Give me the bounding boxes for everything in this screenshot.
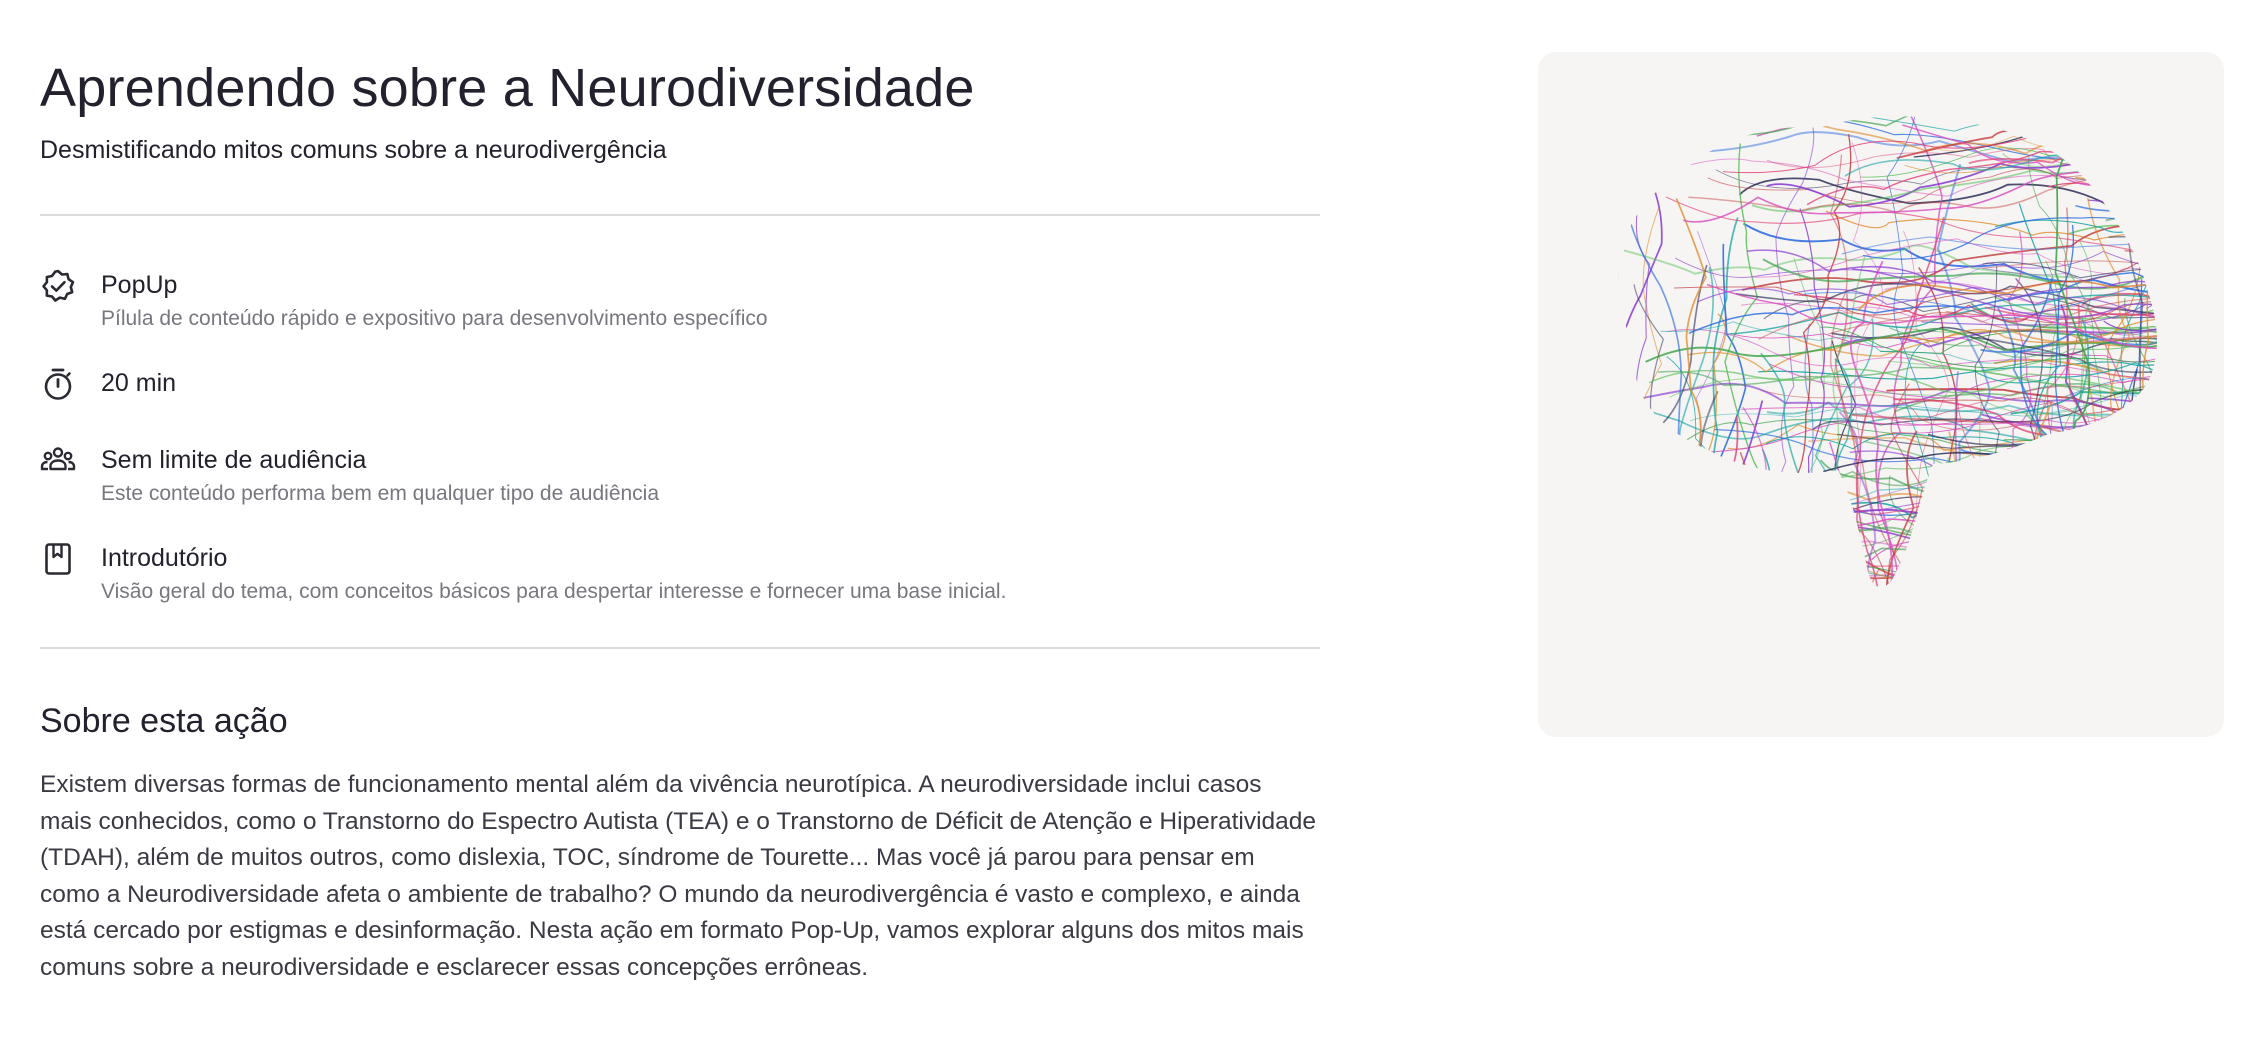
brain-strand: [1763, 524, 1799, 737]
brain-strand: [1709, 538, 2167, 580]
brain-strand: [1912, 501, 1995, 737]
feature-text: [101, 541, 1006, 607]
brain-strand: [1948, 494, 2224, 566]
brain-strand: [2127, 523, 2224, 560]
brain-strand: [1880, 431, 1921, 737]
brain-strand: [1819, 528, 1850, 737]
brain-strand: [1697, 496, 2224, 528]
brain-strand: [2036, 606, 2224, 687]
brain-strand: [2105, 539, 2224, 597]
brain-strand: [1994, 459, 2224, 502]
brain-strand: [2173, 483, 2218, 738]
brain-strand: [1872, 529, 2224, 564]
brain-strand: [2002, 117, 2224, 144]
brain-strand: [1600, 609, 1656, 737]
brain-strand: [2146, 325, 2224, 374]
brain-strand: [1620, 610, 1654, 737]
brain-strand: [1676, 198, 1729, 601]
brain-strand: [1624, 246, 2077, 278]
brain-strand: [1563, 177, 1619, 663]
brain-strand: [2160, 379, 2224, 434]
brain-strand: [1657, 463, 2210, 531]
brain-strand: [1927, 519, 2001, 737]
brain-strand: [1863, 555, 2224, 599]
brain-strand: [1673, 519, 2224, 553]
brain-strand: [2146, 545, 2225, 583]
brain-strand: [2076, 134, 2225, 185]
brain-strand: [1605, 344, 1670, 737]
feature-title: Introdutório: [101, 544, 228, 572]
brain-strand: [2067, 517, 2224, 565]
brain-strand: [1711, 417, 1746, 738]
brain-strand: [2009, 509, 2076, 737]
brain-strand: [1701, 391, 1767, 737]
brain-strand: [2135, 111, 2224, 136]
brain-strand: [1944, 467, 2000, 737]
brain-strand: [2109, 208, 2225, 257]
brain-strand: [1842, 201, 2224, 254]
brain-strand: [2039, 480, 2224, 548]
brain-strand: [2176, 256, 2224, 301]
brain-strand: [2098, 471, 2224, 547]
timer-icon: [40, 366, 76, 402]
brain-strand: [2069, 112, 2225, 135]
brain-strand: [1794, 258, 1864, 735]
brain-strand: [1657, 522, 1705, 737]
brain-strand: [1605, 280, 1660, 737]
brain-strand: [1983, 406, 2052, 737]
brain-strand: [1590, 208, 1662, 678]
brain-strand: [1545, 328, 1613, 737]
brain-strand: [2067, 85, 2224, 128]
brain-strand: [2167, 213, 2195, 603]
brain-strand: [1616, 474, 1736, 738]
brain-strand: [1953, 475, 2225, 507]
brain-strand: [1812, 568, 1890, 737]
brain-strand: [1596, 162, 1641, 665]
brain-strand: [1725, 143, 1808, 634]
brain-strand: [1763, 259, 2224, 289]
feature-level: [40, 541, 1320, 611]
feature-list: [40, 216, 1320, 647]
feature-duration: [40, 366, 1320, 443]
feature-title: Sem limite de audiência: [101, 446, 367, 474]
brain-strand: [1961, 95, 2224, 116]
brain-strand: [1722, 485, 2173, 526]
brain-strand: [2131, 529, 2224, 605]
brain-strand: [2088, 200, 2224, 226]
brain-strand: [1988, 551, 2035, 737]
brain-strand: [1902, 125, 2224, 189]
brain-strand: [1944, 432, 1971, 738]
brain-strand: [1840, 97, 2224, 139]
brain-strand: [2146, 268, 2224, 309]
brain-strand: [2029, 86, 2224, 143]
brain-strand: [1845, 580, 2224, 637]
media-card: [1538, 52, 2224, 737]
bookmark-icon: [40, 541, 76, 577]
brain-strand: [2048, 143, 2224, 199]
brain-strand: [2108, 538, 2224, 598]
brain-strand: [2099, 186, 2224, 210]
brain-strand: [1933, 569, 2224, 608]
brain-strand: [2150, 430, 2224, 466]
feature-description: Este conteúdo performa bem em qualquer tipo de audiência: [101, 482, 660, 505]
brain-strand: [1927, 534, 2224, 601]
feature-description: Visão geral do tema, com conceitos básicos para despertar interesse e fornecer uma base inicial.: [101, 580, 1007, 603]
brain-strand: [2049, 599, 2113, 737]
brain-strand: [2110, 576, 2168, 737]
brain-strand: [2123, 126, 2224, 161]
feature-text: [101, 443, 659, 509]
brain-strand: [2117, 254, 2152, 720]
brain-strand: [2164, 539, 2224, 586]
brain-strand: [1921, 583, 1984, 737]
brain-strand: [2145, 537, 2224, 582]
brain-strand: [1761, 353, 1822, 737]
brain-strand: [1697, 96, 2213, 135]
brain-strand: [1628, 556, 2201, 599]
brain-strand: [2098, 547, 2224, 610]
brain-strand: [1648, 509, 2224, 563]
brain-strand: [1966, 535, 2224, 580]
brain-strand: [1622, 519, 2220, 571]
brain-strand: [2158, 546, 2224, 608]
feature-text: [101, 366, 176, 400]
feature-title: PopUp: [101, 271, 178, 299]
brain-strand: [1855, 542, 2224, 590]
content-column: [40, 50, 1320, 986]
brain-strand: [1826, 211, 2224, 253]
group-icon: [40, 443, 76, 479]
brain-strand: [2098, 584, 2224, 611]
brain-strand: [1697, 452, 1751, 737]
brain-strand: [2135, 500, 2210, 737]
colorful-brain-illustration: [1538, 52, 2224, 737]
brain-strand: [2061, 164, 2224, 209]
brain-strand: [1767, 133, 2224, 167]
brain-strand: [2098, 378, 2224, 450]
brain-strand: [2170, 193, 2224, 215]
page-title: Aprendendo sobre a Neurodiversidade: [40, 58, 975, 118]
brain-strand: [1975, 401, 2052, 737]
feature-text: [101, 268, 768, 334]
brain-strand: [2131, 495, 2224, 544]
brain-strand: [2168, 177, 2213, 639]
brain-strand: [1781, 520, 2224, 549]
divider: [40, 647, 1320, 649]
brain-strand: [2097, 470, 2150, 737]
brain-strand: [1660, 456, 1721, 738]
brain-strand: [1924, 529, 2224, 569]
brain-strand: [2136, 586, 2224, 622]
brain-strand: [2017, 520, 2077, 737]
feature-format: [40, 268, 1320, 366]
brain-strand: [2170, 513, 2224, 584]
brain-strand: [1865, 442, 2225, 513]
brain-strand: [1966, 485, 2036, 737]
brain-strand: [2119, 456, 2224, 495]
brain-strand: [1922, 539, 1992, 737]
brain-strand: [1900, 394, 1988, 737]
brain-strand: [1615, 397, 1652, 737]
brain-strand: [1740, 178, 2225, 218]
brain-strand: [1998, 308, 2108, 737]
brain-strand: [2052, 597, 2126, 737]
brain-strand: [1917, 543, 1978, 737]
brain-strand: [1780, 465, 2224, 506]
brain-strand: [1763, 449, 1809, 737]
brain-strand: [1792, 324, 1818, 737]
about-title: Sobre esta ação: [40, 702, 288, 740]
brain-strand: [2075, 166, 2224, 211]
brain-strand: [1758, 485, 2224, 515]
brain-strand: [1776, 505, 1815, 737]
brain-strand: [1797, 442, 1846, 737]
brain-strand: [1761, 472, 2224, 513]
brain-strand: [2056, 543, 2121, 737]
brain-strand: [2072, 431, 2224, 476]
brain-strand: [2128, 233, 2224, 312]
brain-strand: [1626, 419, 1704, 737]
brain-strand: [2063, 438, 2224, 477]
brain-strand: [1678, 549, 1715, 737]
brain-strand: [2031, 450, 2122, 737]
brain-strand: [1787, 502, 2224, 544]
brain-strand: [2036, 304, 2079, 735]
about-body: Existem diversas formas de funcionamento mental além da vivência neurotípica. A neurodiversidade inclui casos mais conhecidos, como o Transtorno do Espectro Autista (TEA) e o Transtorno de Déficit de Atenção e Hiperatividade (TDAH), além de muitos outros, como dislexia, TOC, síndrome de Tourette... Mas você já parou para pensar em como a Neurodiversidade afeta o ambiente de trabalho? O mundo da neurodivergência é vasto e complexo, e ainda está cercado por estigmas e desinformação. Nesta ação em formato Pop-Up, vamos explorar alguns dos mitos mais comuns sobre a neurodiversidade e esclarecer essas concepções errôneas.: [40, 771, 1317, 981]
brain-strand: [2003, 154, 2224, 224]
brain-strand: [2145, 600, 2224, 660]
brain-strand: [1928, 457, 1991, 737]
brain-strand: [2028, 369, 2137, 737]
feature-audience: [40, 443, 1320, 541]
brain-strand: [1722, 528, 2220, 555]
brain-strand: [1912, 590, 1975, 737]
brain-strand: [2106, 198, 2224, 235]
brain-strand: [1725, 558, 2224, 610]
page-subtitle: Desmistificando mitos comuns sobre a neurodivergência: [40, 136, 667, 164]
brain-strand: [1616, 156, 1683, 662]
brain-strand: [1972, 482, 2034, 737]
brain-strand: [2158, 250, 2224, 278]
brain-strand: [1714, 407, 1766, 737]
brain-strand: [1625, 284, 1663, 714]
brain-strand: [2006, 468, 2070, 737]
brain-strand: [2005, 536, 2224, 566]
brain-strand: [1792, 526, 1845, 737]
brain-strand: [1919, 548, 2224, 586]
brain-strand: [1622, 419, 1676, 737]
brain-strand: [2093, 604, 2224, 649]
brain-strand: [1944, 77, 2224, 118]
brain-strand: [2125, 213, 2225, 259]
brain-strand: [2105, 415, 2150, 737]
brain-strand: [2026, 414, 2060, 737]
brain-strand: [1719, 487, 2224, 524]
brain-strand: [2046, 523, 2224, 586]
brain-strand: [1946, 457, 2224, 516]
brain-strand: [1959, 561, 2224, 601]
brain-strand: [2123, 460, 2224, 519]
brain-strand: [2136, 420, 2224, 491]
verified-badge-icon: [40, 268, 76, 304]
brain-strand: [2030, 559, 2096, 737]
feature-title: 20 min: [101, 369, 177, 397]
brain-strand: [1600, 577, 1665, 737]
feature-description: Pílula de conteúdo rápido e expositivo para desenvolvimento específico: [101, 307, 768, 330]
brain-strand: [2155, 196, 2224, 245]
brain-strand: [1982, 225, 2224, 268]
brain-strand: [2058, 608, 2124, 737]
brain-strand: [1989, 400, 2050, 737]
brain-strand: [1710, 244, 1754, 701]
brain-strand: [1684, 583, 1735, 737]
brain-strand: [1625, 267, 1713, 737]
brain-strand: [2084, 93, 2224, 142]
brain-strand: [2110, 415, 2224, 489]
brain-strand: [1910, 591, 2011, 737]
brain-strand: [1693, 231, 1750, 686]
brain-strand: [1850, 566, 2224, 604]
brain-strand: [2067, 463, 2139, 737]
brain-strand: [1723, 111, 2224, 173]
brain-strand: [2144, 272, 2224, 339]
brain-strand: [1578, 572, 1625, 737]
brain-strand: [2136, 389, 2225, 409]
brain-strand: [1970, 491, 2224, 531]
brain-strand: [2005, 522, 2224, 559]
brain-strand: [1582, 151, 1662, 574]
brain-strand: [2173, 249, 2224, 281]
